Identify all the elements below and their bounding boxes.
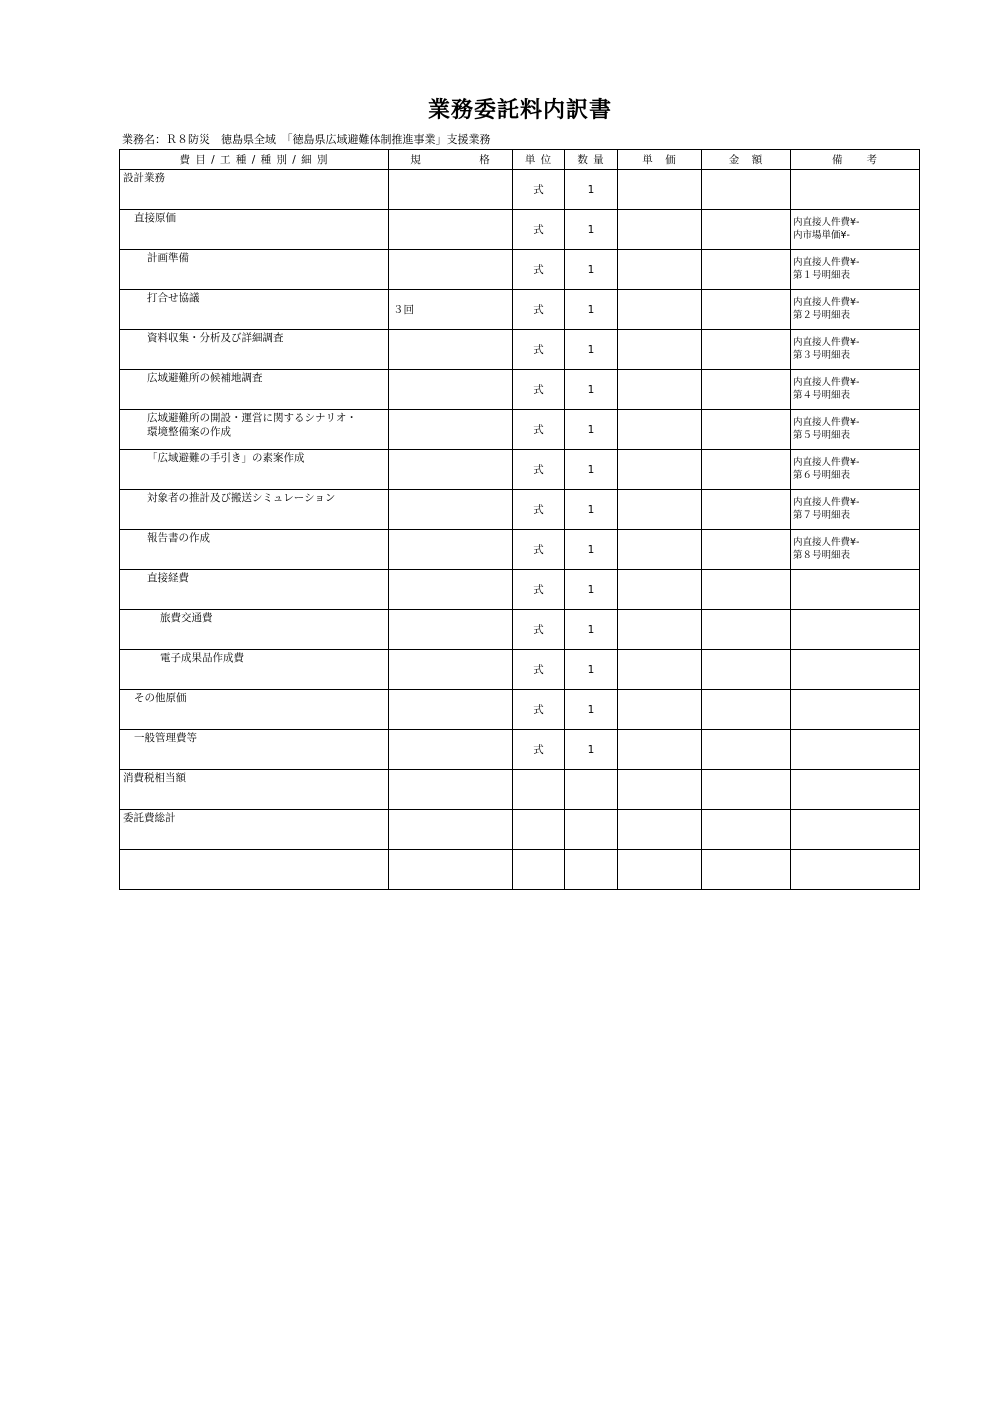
amount-cell — [702, 530, 791, 570]
item-name-cell: 計画準備 — [120, 250, 389, 290]
quantity-cell: 1 — [565, 570, 618, 610]
remarks-line: 内直接人件費¥- — [793, 217, 860, 228]
unit-price-cell — [618, 770, 702, 810]
remarks-line: 内直接人件費¥- — [793, 537, 860, 548]
remarks-cell — [791, 330, 920, 370]
item-name-cell: 電子成果品作成費 — [120, 650, 389, 690]
table-row — [120, 730, 920, 770]
remarks-cell — [791, 490, 920, 530]
unit-price-cell — [618, 410, 702, 450]
spec-cell — [389, 410, 513, 450]
remarks-cell — [791, 370, 920, 410]
table-row — [120, 370, 920, 410]
unit-cell: 式 — [513, 490, 565, 530]
unit-price-cell — [618, 650, 702, 690]
remarks-cell — [791, 650, 920, 690]
quantity-cell: 1 — [565, 650, 618, 690]
amount-cell — [702, 290, 791, 330]
amount-cell — [702, 250, 791, 290]
remarks-cell — [791, 450, 920, 490]
document-title: 業務委託料内訳書 — [427, 98, 612, 123]
remarks-cell — [791, 770, 920, 810]
quantity-cell: 1 — [565, 690, 618, 730]
amount-cell — [702, 650, 791, 690]
header-spec: 規 格 — [389, 150, 513, 170]
amount-cell — [702, 730, 791, 770]
remarks-line: 第６号明細表 — [793, 470, 851, 481]
spec-cell — [389, 650, 513, 690]
table-row — [120, 330, 920, 370]
unit-cell: 式 — [513, 290, 565, 330]
spec-cell — [389, 490, 513, 530]
unit-cell: 式 — [513, 650, 565, 690]
quantity-cell: 1 — [565, 490, 618, 530]
unit-price-cell — [618, 250, 702, 290]
quantity-cell: 1 — [565, 410, 618, 450]
table-row — [120, 490, 920, 530]
unit-cell: 式 — [513, 250, 565, 290]
unit-cell: 式 — [513, 610, 565, 650]
table-row — [120, 650, 920, 690]
table-row — [120, 610, 920, 650]
table-row — [120, 450, 920, 490]
project-name: 業務名：Ｒ８防災 徳島県全域 「徳島県広域避難体制推進事業」支援業務 — [122, 133, 491, 146]
amount-cell — [702, 810, 791, 850]
remarks-cell — [791, 290, 920, 330]
remarks-cell — [791, 810, 920, 850]
quantity-cell: 1 — [565, 170, 618, 210]
item-name-cell: 直接原価 — [120, 210, 389, 250]
remarks-line: 第５号明細表 — [793, 430, 851, 441]
remarks-line: 第７号明細表 — [793, 510, 851, 521]
item-name-cell: 委託費総計 — [120, 810, 389, 850]
unit-price-cell — [618, 690, 702, 730]
unit-cell: 式 — [513, 210, 565, 250]
unit-cell: 式 — [513, 170, 565, 210]
amount-cell — [702, 690, 791, 730]
header-amount: 金 額 — [702, 150, 791, 170]
unit-price-cell — [618, 530, 702, 570]
unit-cell: 式 — [513, 730, 565, 770]
unit-cell: 式 — [513, 370, 565, 410]
spec-cell — [389, 850, 513, 890]
spec-cell — [389, 610, 513, 650]
spec-cell — [389, 690, 513, 730]
remarks-line: 第１号明細表 — [793, 270, 851, 281]
amount-cell — [702, 850, 791, 890]
unit-cell — [513, 810, 565, 850]
table-row — [120, 530, 920, 570]
unit-cell — [513, 850, 565, 890]
quantity-cell: 1 — [565, 610, 618, 650]
table-body — [120, 170, 920, 890]
amount-cell — [702, 450, 791, 490]
item-name-cell: 「広域避難の手引き」の素案作成 — [120, 450, 389, 490]
item-name-cell: 直接経費 — [120, 570, 389, 610]
remarks-cell — [791, 570, 920, 610]
remarks-line: 内直接人件費¥- — [793, 497, 860, 508]
item-name-cell: 旅費交通費 — [120, 610, 389, 650]
spec-cell — [389, 770, 513, 810]
remarks-line: 第３号明細表 — [793, 350, 851, 361]
remarks-line: 内直接人件費¥- — [793, 417, 860, 428]
table-row — [120, 210, 920, 250]
unit-cell: 式 — [513, 450, 565, 490]
amount-cell — [702, 490, 791, 530]
table-row — [120, 250, 920, 290]
unit-price-cell — [618, 850, 702, 890]
table-header-row — [120, 150, 920, 170]
spec-cell — [389, 330, 513, 370]
remarks-line: 内直接人件費¥- — [793, 457, 860, 468]
item-name-cell: 打合せ協議 — [120, 290, 389, 330]
unit-cell: 式 — [513, 530, 565, 570]
header-item: 費 目 / 工 種 / 種 別 / 細 別 — [120, 150, 389, 170]
unit-price-cell — [618, 810, 702, 850]
unit-price-cell — [618, 210, 702, 250]
item-name-cell: 対象者の推計及び搬送シミュレーション — [120, 490, 389, 530]
amount-cell — [702, 330, 791, 370]
spec-cell — [389, 730, 513, 770]
remarks-line: 第８号明細表 — [793, 550, 851, 561]
table-row — [120, 770, 920, 810]
quantity-cell — [565, 770, 618, 810]
quantity-cell: 1 — [565, 330, 618, 370]
quantity-cell: 1 — [565, 210, 618, 250]
remarks-line: 内直接人件費¥- — [793, 257, 860, 268]
spec-cell — [389, 570, 513, 610]
item-name-cell: その他原価 — [120, 690, 389, 730]
spec-cell — [389, 370, 513, 410]
quantity-cell: 1 — [565, 730, 618, 770]
unit-cell: 式 — [513, 410, 565, 450]
remarks-line: 内直接人件費¥- — [793, 377, 860, 388]
item-name-cell: 資料収集・分析及び詳細調査 — [120, 330, 389, 370]
quantity-cell: 1 — [565, 370, 618, 410]
spec-cell — [389, 530, 513, 570]
spec-cell — [389, 250, 513, 290]
remarks-cell — [791, 410, 920, 450]
unit-price-cell — [618, 610, 702, 650]
header-unit: 単 位 — [513, 150, 565, 170]
amount-cell — [702, 570, 791, 610]
unit-cell: 式 — [513, 570, 565, 610]
unit-price-cell — [618, 570, 702, 610]
quantity-cell: 1 — [565, 250, 618, 290]
item-name-cell: 広域避難所の候補地調査 — [120, 370, 389, 410]
remarks-line: 内直接人件費¥- — [793, 337, 860, 348]
quantity-cell: 1 — [565, 290, 618, 330]
table-row — [120, 810, 920, 850]
remarks-cell — [791, 170, 920, 210]
amount-cell — [702, 210, 791, 250]
unit-price-cell — [618, 730, 702, 770]
unit-price-cell — [618, 450, 702, 490]
spec-cell — [389, 210, 513, 250]
table-row — [120, 690, 920, 730]
cost-breakdown-table — [119, 149, 920, 890]
item-name-cell: 報告書の作成 — [120, 530, 389, 570]
item-name-cell: 消費税相当額 — [120, 770, 389, 810]
spec-cell: ３回 — [389, 290, 513, 330]
quantity-cell: 1 — [565, 450, 618, 490]
table-row — [120, 410, 920, 450]
spec-cell — [389, 810, 513, 850]
unit-price-cell — [618, 290, 702, 330]
table-row — [120, 170, 920, 210]
header-remarks: 備 考 — [791, 150, 920, 170]
remarks-cell — [791, 610, 920, 650]
remarks-cell — [791, 850, 920, 890]
unit-price-cell — [618, 330, 702, 370]
table-row — [120, 570, 920, 610]
remarks-line: 第２号明細表 — [793, 310, 851, 321]
amount-cell — [702, 770, 791, 810]
remarks-cell — [791, 530, 920, 570]
spec-cell — [389, 170, 513, 210]
quantity-cell — [565, 850, 618, 890]
item-name-cell: 広域避難所の開設・運営に関するシナリオ・ 環境整備案の作成 — [120, 410, 389, 450]
table-row — [120, 290, 920, 330]
remarks-cell — [791, 210, 920, 250]
table-row — [120, 850, 920, 890]
amount-cell — [702, 170, 791, 210]
remarks-line: 内直接人件費¥- — [793, 297, 860, 308]
quantity-cell: 1 — [565, 530, 618, 570]
remarks-line: 第４号明細表 — [793, 390, 851, 401]
unit-price-cell — [618, 170, 702, 210]
unit-cell: 式 — [513, 690, 565, 730]
item-name-cell: 設計業務 — [120, 170, 389, 210]
amount-cell — [702, 410, 791, 450]
remarks-cell — [791, 690, 920, 730]
header-unit-price: 単 価 — [618, 150, 702, 170]
amount-cell — [702, 610, 791, 650]
unit-cell: 式 — [513, 330, 565, 370]
remarks-cell — [791, 250, 920, 290]
unit-cell — [513, 770, 565, 810]
amount-cell — [702, 370, 791, 410]
spec-cell — [389, 450, 513, 490]
quantity-cell — [565, 810, 618, 850]
header-quantity: 数 量 — [565, 150, 618, 170]
unit-price-cell — [618, 490, 702, 530]
item-name-cell: 一般管理費等 — [120, 730, 389, 770]
remarks-line: 内市場単価¥- — [793, 230, 850, 241]
item-name-cell — [120, 850, 389, 890]
remarks-cell — [791, 730, 920, 770]
unit-price-cell — [618, 370, 702, 410]
